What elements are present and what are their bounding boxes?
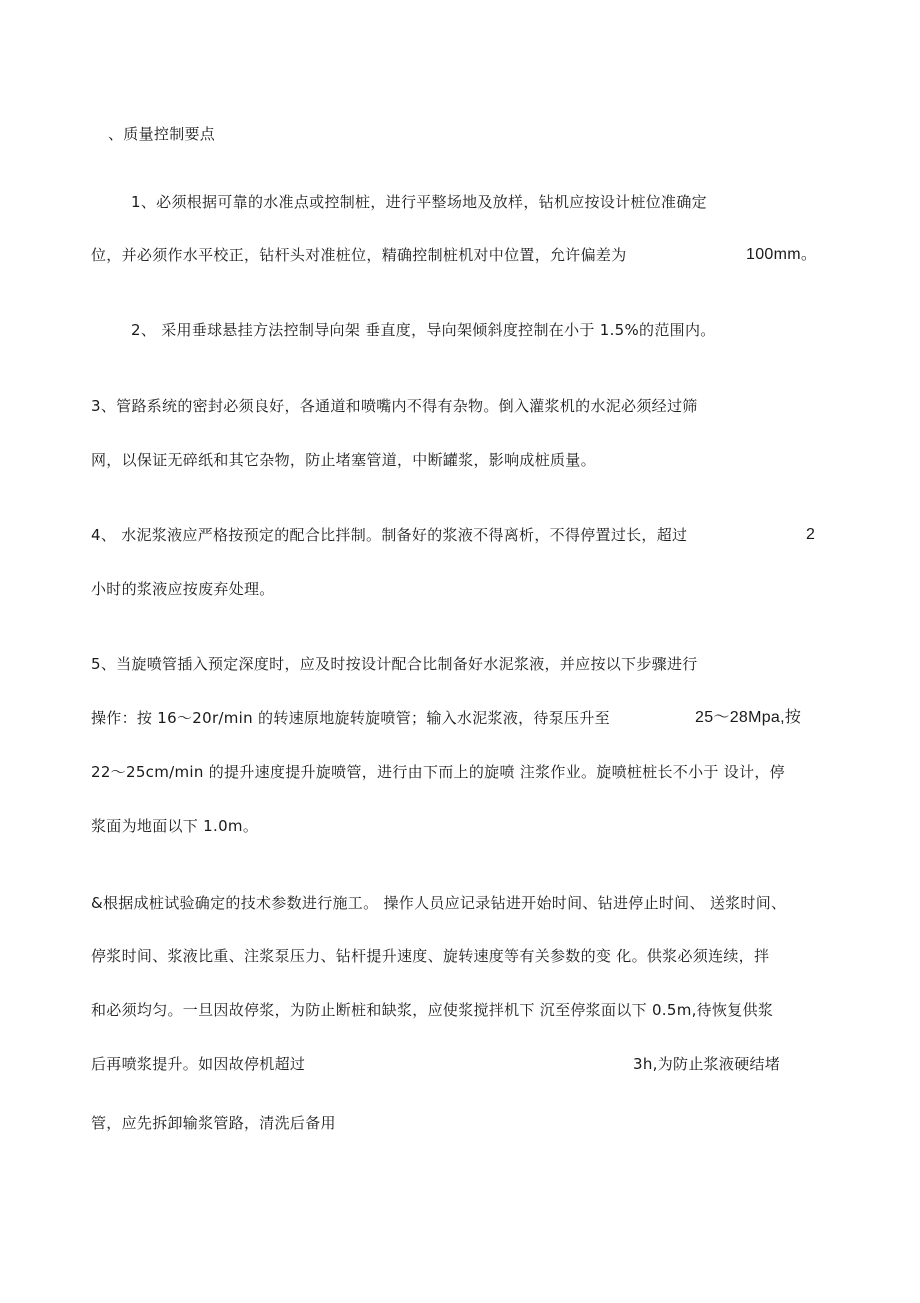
item-5-line-4: 浆面为地面以下 1.0m。	[91, 817, 259, 835]
item-5-line-2: 操作：按 16～20r/min 的转速原地旋转旋喷管；输入水泥浆液，待泵压升至	[91, 709, 610, 727]
item-6-line-3: 和必须均匀。一旦因故停浆，为防止断桩和缺浆，应使浆搅拌机下 沉至停浆面以下 0.5m,待恢复供浆	[91, 1001, 774, 1019]
item-2-line-1: 2、 采用垂球悬挂方法控制导向架 垂直度，导向架倾斜度控制在小于 1.5%的范围内。	[131, 321, 716, 339]
item-1-line-1: 1、必须根据可靠的水准点或控制桩，进行平整场地及放样，钻机应按设计桩位准确定	[131, 193, 707, 211]
item-6-stop-duration-value: 3h,为防止浆液硬结堵	[633, 1055, 781, 1073]
item-6-line-4: 后再喷浆提升。如因故停机超过	[91, 1055, 306, 1073]
item-6-line-1: &根据成桩试验确定的技术参数进行施工。 操作人员应记录钻进开始时间、钻进停止时间、 送浆时间、	[91, 894, 787, 912]
item-4-hours-value: 2	[806, 526, 816, 543]
item-3-line-1: 3、管路系统的密封必须良好，各通道和喷嘴内不得有杂物。倒入灌浆机的水泥必须经过筛	[91, 397, 698, 415]
section-heading: 、质量控制要点	[108, 125, 216, 143]
item-6-line-2: 停浆时间、浆液比重、注浆泵压力、钻杆提升速度、旋转速度等有关参数的变 化。供浆必须连续，拌	[91, 947, 770, 965]
item-5-line-1: 5、当旋喷管插入预定深度时，应及时按设计配合比制备好水泥浆液，并应按以下步骤进行	[91, 655, 698, 673]
item-5-pressure-value: 25～28Mpa,按	[695, 709, 802, 726]
item-5-line-3: 22～25cm/min 的提升速度提升旋喷管，进行由下而上的旋喷 注浆作业。旋喷桩桩长不小于 设计，停	[91, 763, 785, 781]
item-4-line-2: 小时的浆液应按废弃处理。	[91, 580, 275, 598]
item-4-line-1: 4、 水泥浆液应严格按预定的配合比拌制。制备好的浆液不得离析，不得停置过长，超过	[91, 526, 688, 544]
item-6-line-5: 管，应先拆卸输浆管路，清洗后备用	[91, 1114, 336, 1132]
item-3-line-2: 网，以保证无碎纸和其它杂物，防止堵塞管道，中断罐浆，影响成桩质量。	[91, 451, 596, 469]
item-1-tolerance-value: 100mm。	[746, 246, 818, 263]
item-1-line-2: 位，并必须作水平校正，钻杆头对准桩位，精确控制桩机对中位置，允许偏差为	[91, 246, 627, 264]
